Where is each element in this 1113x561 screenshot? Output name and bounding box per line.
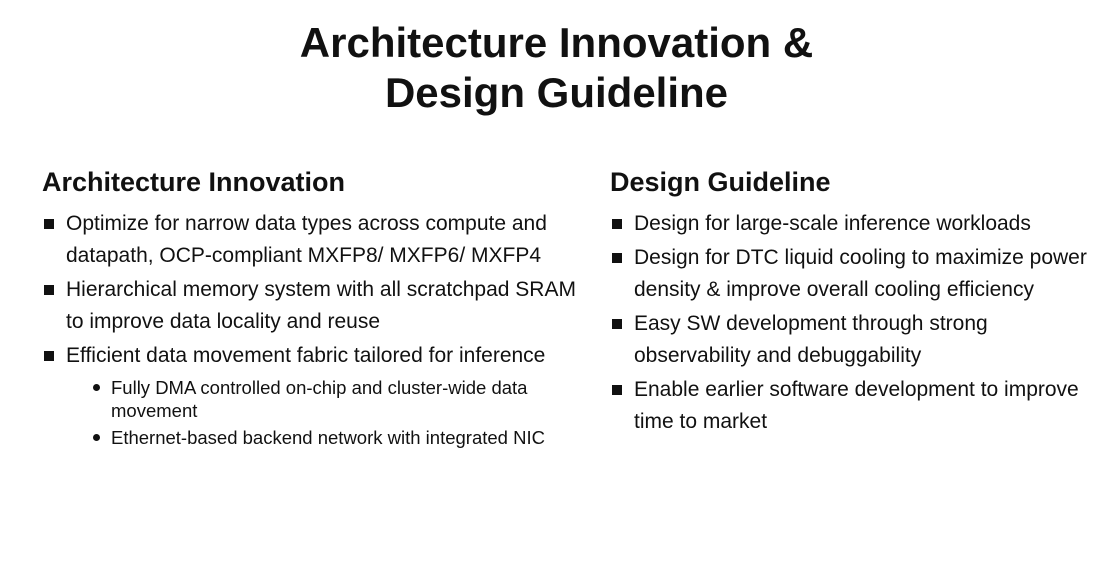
design-guideline-column bbox=[610, 166, 1090, 440]
slide-title-line-1: Architecture Innovation & bbox=[299, 19, 814, 66]
architecture-innovation-list bbox=[42, 208, 582, 449]
architecture-innovation-heading: Architecture Innovation bbox=[42, 167, 346, 197]
list-item: Easy SW development through strong observability and debuggability bbox=[610, 308, 1090, 372]
list-item: Optimize for narrow data types across compute and datapath, OCP-compliant MXFP8/ MXFP6/ MXFP4 bbox=[42, 208, 582, 272]
slide-title bbox=[0, 18, 1113, 118]
list-item: Design for DTC liquid cooling to maximize power density & improve overall cooling efficiency bbox=[610, 242, 1090, 306]
design-guideline-list bbox=[610, 208, 1090, 438]
list-item: Hierarchical memory system with all scratchpad SRAM to improve data locality and reuse bbox=[42, 274, 582, 338]
sub-list bbox=[66, 376, 582, 449]
architecture-innovation-column bbox=[42, 166, 582, 453]
sub-list-item: Fully DMA controlled on-chip and cluster-wide data movement bbox=[90, 376, 582, 422]
list-item: Design for large-scale inference workloads bbox=[610, 208, 1090, 240]
design-guideline-heading: Design Guideline bbox=[610, 167, 831, 197]
slide-title-line-2: Design Guideline bbox=[384, 69, 729, 116]
list-item bbox=[42, 340, 582, 449]
sub-list-item: Ethernet-based backend network with integrated NIC bbox=[90, 426, 582, 449]
list-item-text: Efficient data movement fabric tailored for inference bbox=[66, 344, 546, 367]
list-item: Enable earlier software development to improve time to market bbox=[610, 374, 1090, 438]
